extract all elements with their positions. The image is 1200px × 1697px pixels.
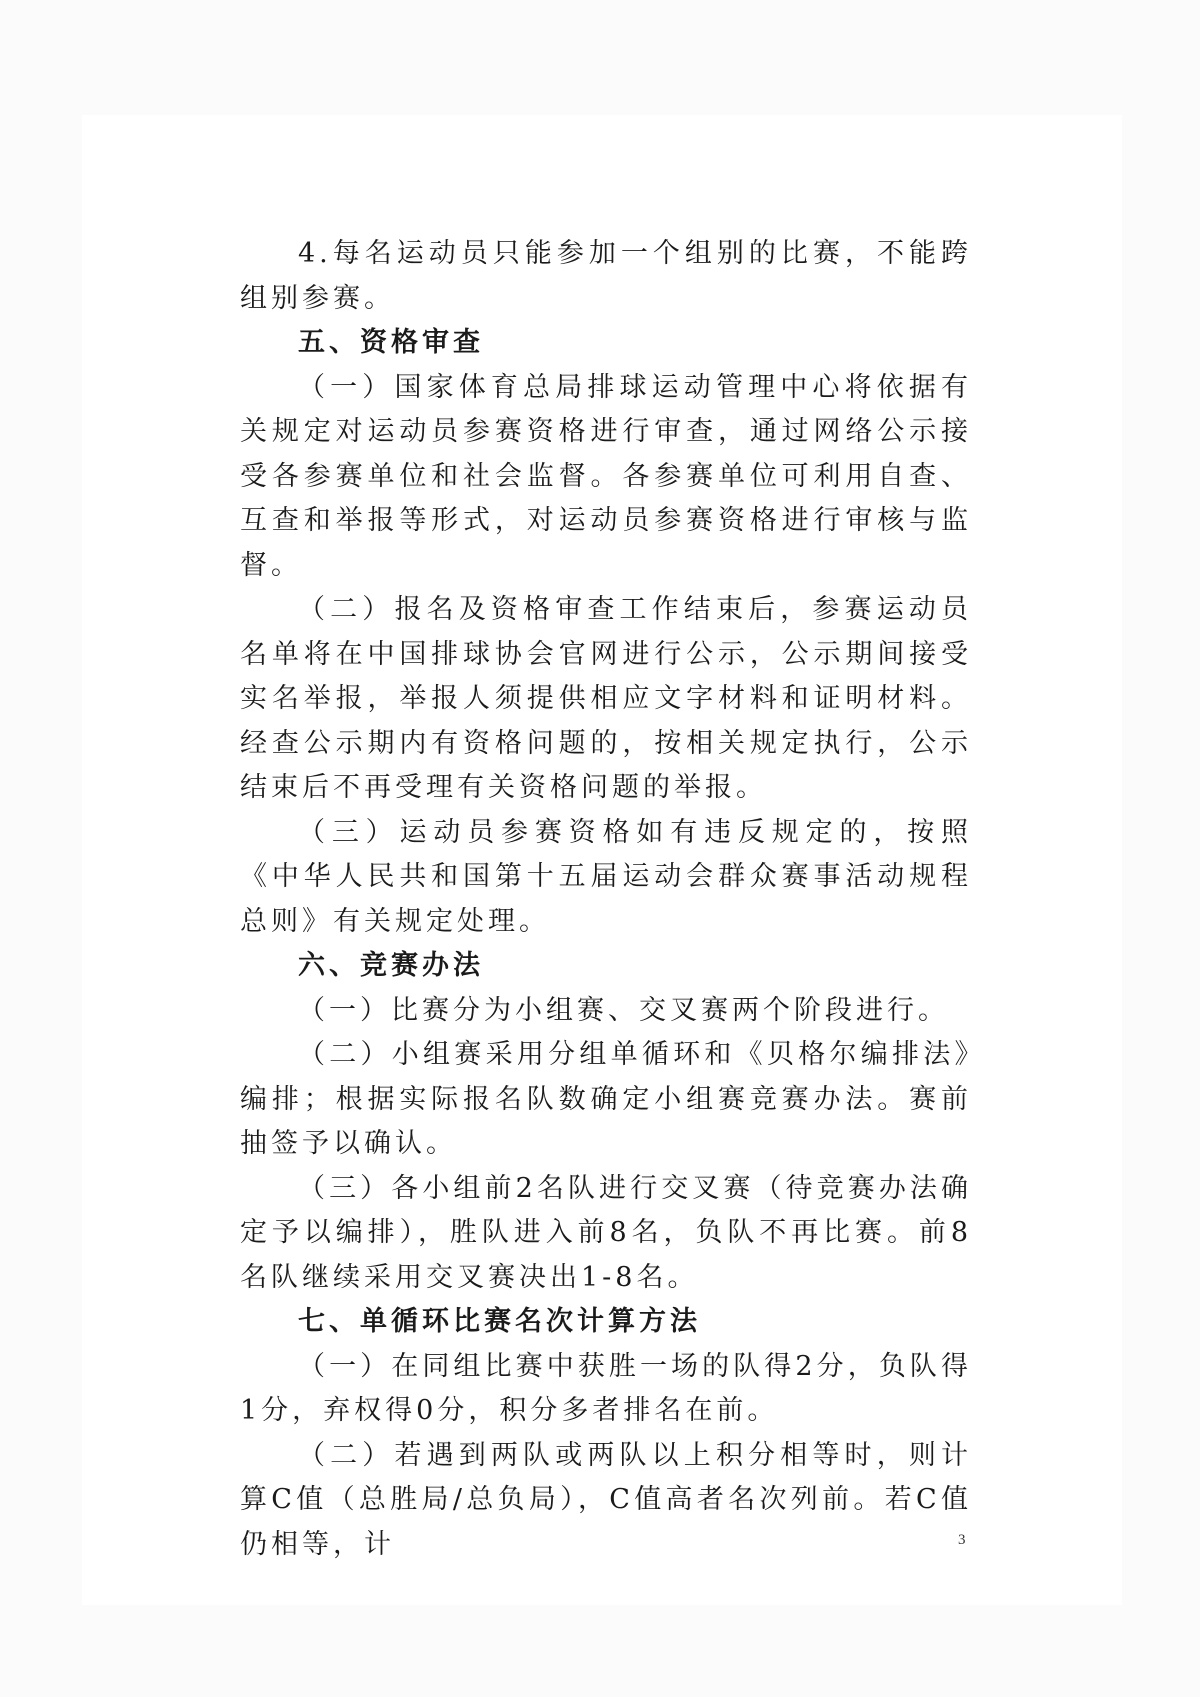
paragraph: （一）国家体育总局排球运动管理中心将依据有关规定对运动员参赛资格进行审查，通过网络公示接受各参赛单位和社会监督。各参赛单位可利用自查、互查和举报等形式，对运动员参赛资格进行审核与监督。: [240, 371, 972, 581]
paragraph: （一）比赛分为小组赛、交叉赛两个阶段进行。: [298, 994, 949, 1026]
section-heading: 五、资格审查: [298, 327, 484, 358]
section-heading: 六、竞赛办法: [298, 950, 484, 981]
page-number: 3: [958, 1532, 966, 1548]
paragraph: （三）各小组前2名队进行交叉赛（待竞赛办法确定予以编排），胜队进入前8名，负队不再比赛。前8名队继续采用交叉赛决出1-8名。: [240, 1172, 972, 1293]
paragraph: （二）报名及资格审查工作结束后，参赛运动员名单将在中国排球协会官网进行公示，公示期间接受实名举报，举报人须提供相应文字材料和证明材料。经查公示期内有资格问题的，按相关规定执行，公示结束后不再受理有关资格问题的举报。: [240, 594, 972, 803]
paragraph: （二）若遇到两队或两队以上积分相等时，则计算C值（总胜局/总负局），C值高者名次列前。若C值仍相等，计: [240, 1439, 972, 1560]
paragraph: 4.每名运动员只能参加一个组别的比赛，不能跨组别参赛。: [240, 238, 972, 314]
document-body: [240, 232, 972, 1567]
section-heading: 七、单循环比赛名次计算方法: [298, 1306, 701, 1337]
paragraph: （二）小组赛采用分组单循环和《贝格尔编排法》编排；根据实际报名队数确定小组赛竞赛办法。赛前抽签予以确认。: [240, 1039, 972, 1159]
paragraph: （三）运动员参赛资格如有违反规定的，按照《中华人民共和国第十五届运动会群众赛事活动规程总则》有关规定处理。: [240, 816, 972, 937]
paragraph: （一）在同组比赛中获胜一场的队得2分，负队得1分，弃权得0分，积分多者排名在前。: [240, 1350, 972, 1426]
